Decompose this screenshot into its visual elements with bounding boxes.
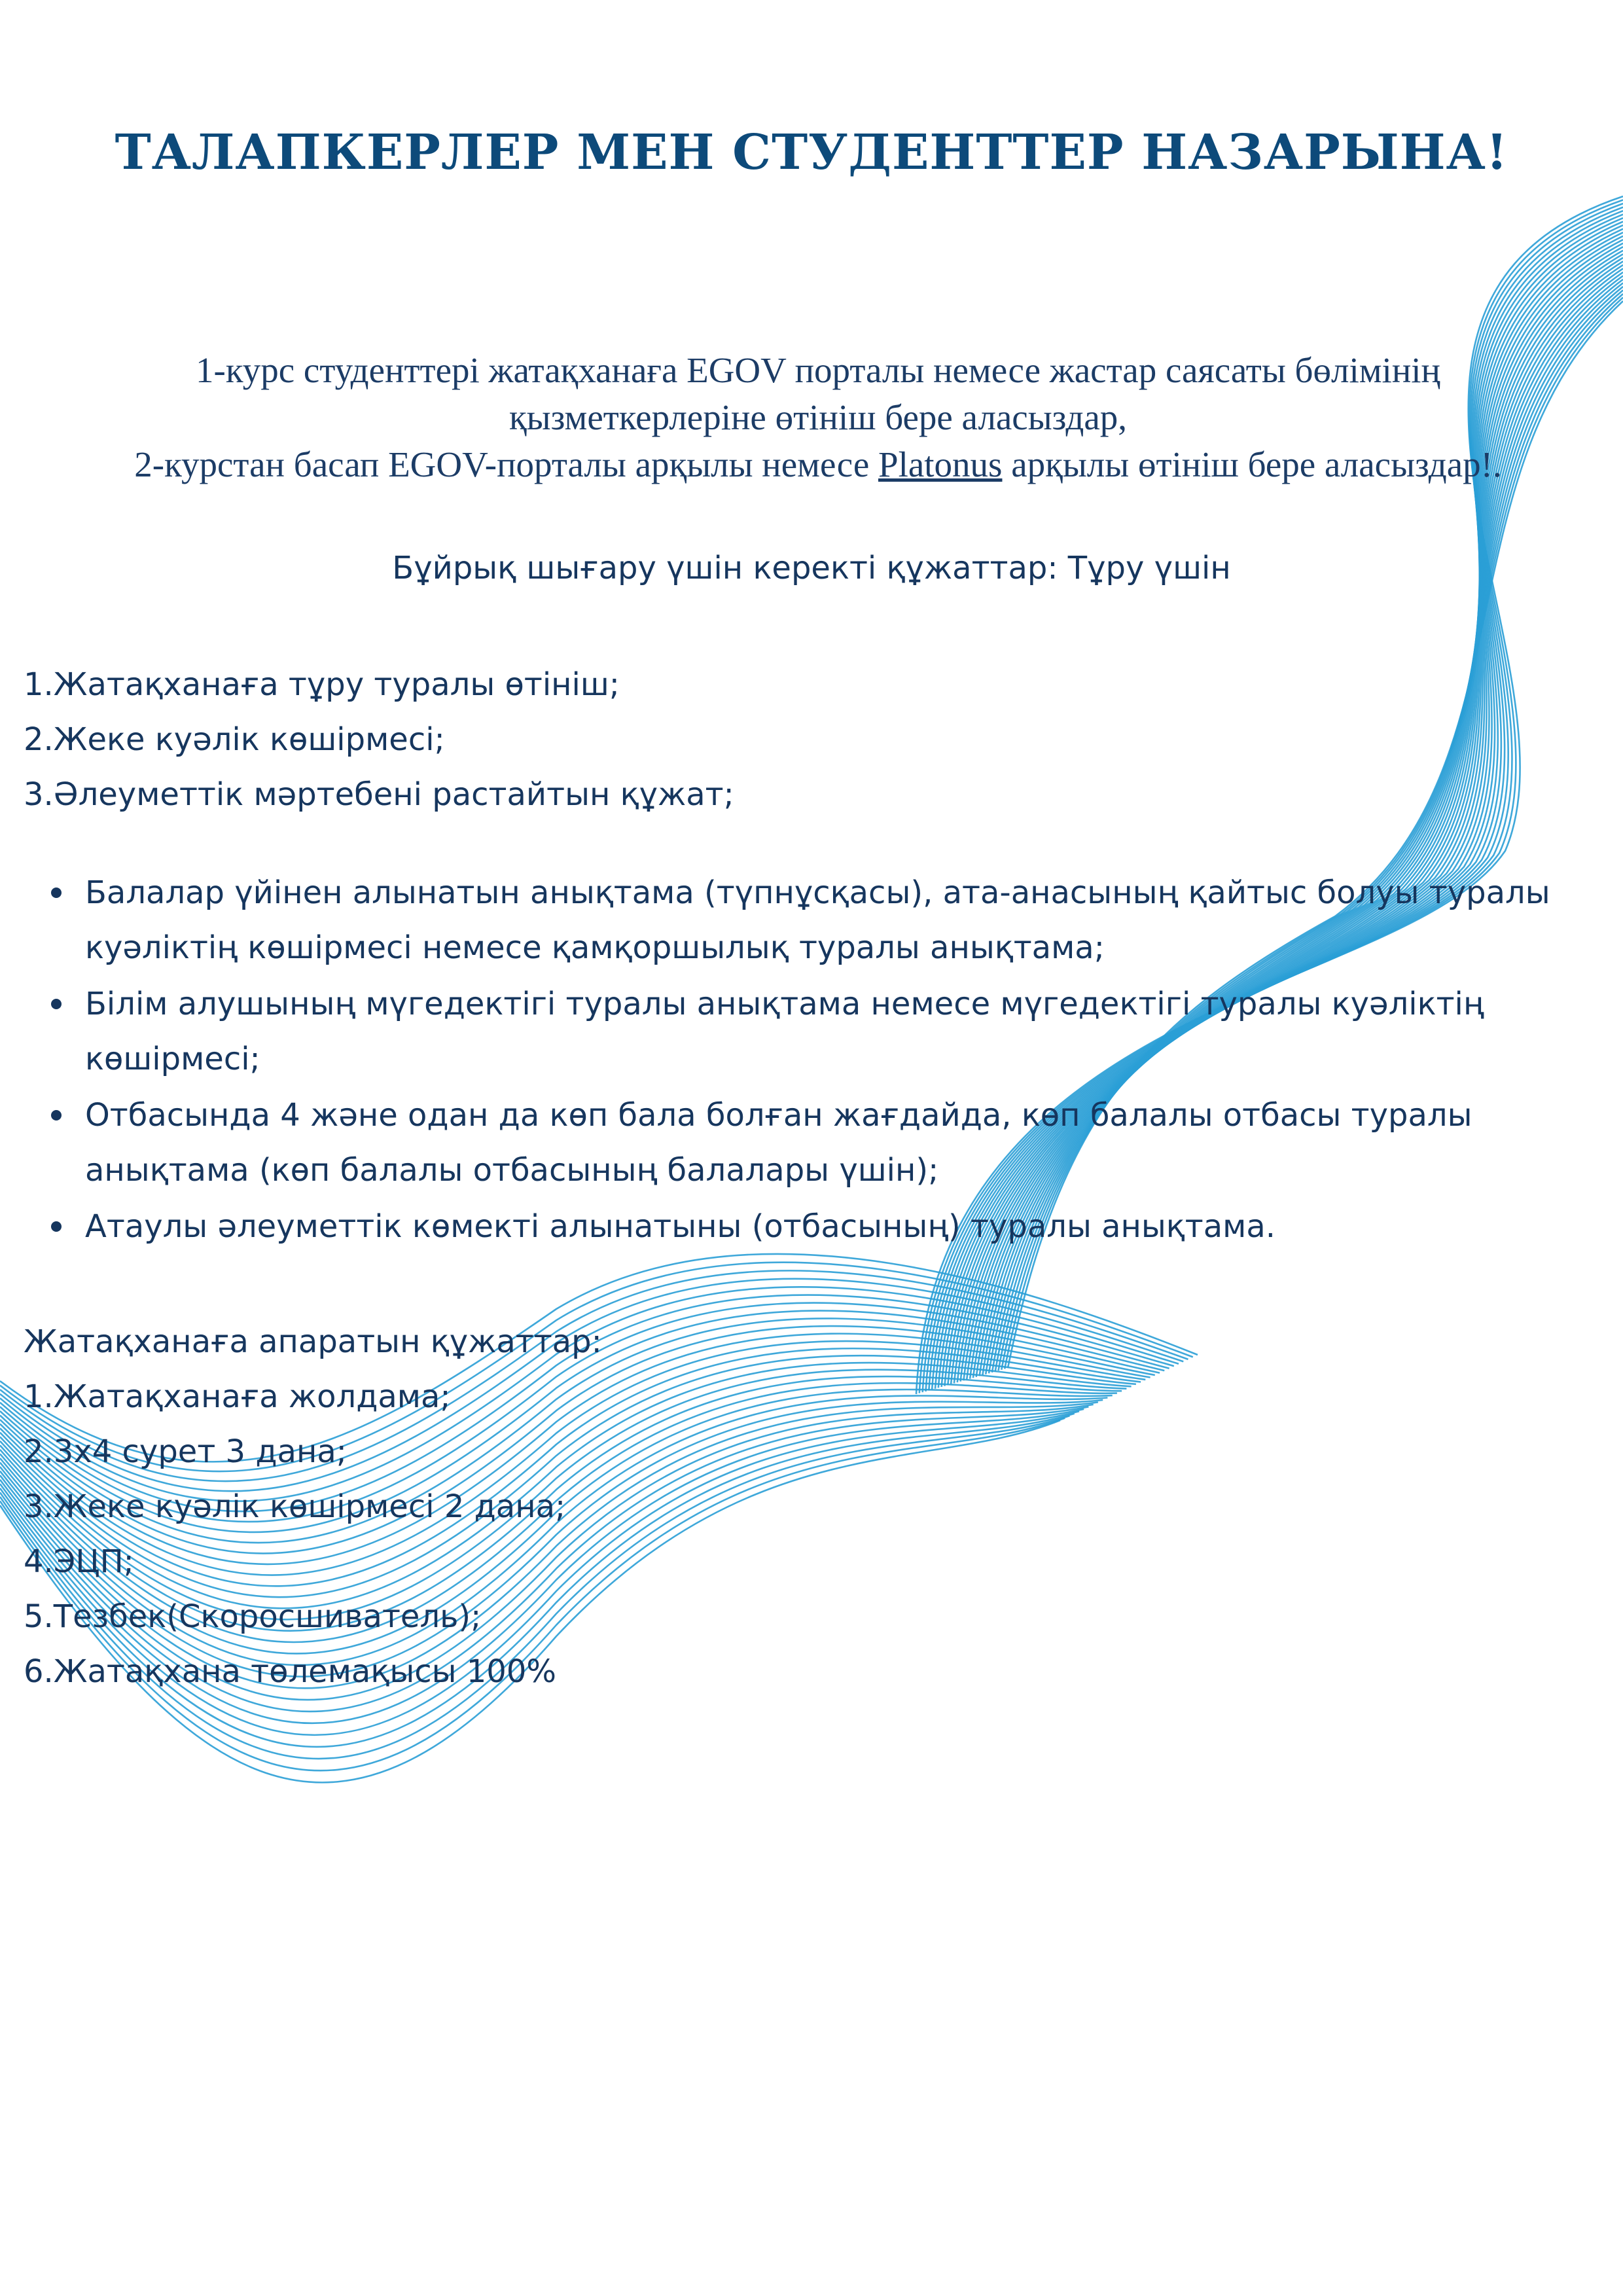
bullet-item: Білім алушының мүгедектігі туралы анықтама немесе мүгедектігі туралы куәліктің көшірмесі; bbox=[85, 977, 1610, 1086]
list-item: 3.Жеке куәлік көшірмесі 2 дана; bbox=[24, 1488, 566, 1525]
dorm-documents-list bbox=[24, 1369, 1594, 1699]
list-item: 2.Жеке куәлік көшірмесі; bbox=[24, 721, 445, 758]
bullet-item: Отбасында 4 және одан да көп бала болған жағдайда, көп балалы отбасы туралы анықтама (көп балалы отбасының балалары үшін); bbox=[85, 1088, 1610, 1198]
order-documents-list bbox=[24, 657, 1594, 822]
list-item: 1.Жатақханаға жолдама; bbox=[24, 1378, 451, 1415]
intro-line-2: қызметкерлеріне өтініш бере аласыздар, bbox=[508, 397, 1128, 437]
list-item: 5.Тезбек(Скоросшиватель); bbox=[24, 1598, 482, 1635]
platonus-link[interactable]: Platonus bbox=[878, 444, 1003, 484]
intro-line-1: 1-курс студенттері жатақханаға EGOV порталы немесе жастар саясаты бөлімінің bbox=[196, 350, 1440, 390]
dorm-documents-heading: Жатақханаға апаратын құжаттар: bbox=[24, 1323, 602, 1360]
list-item: 6.Жатақхана төлемақысы 100% bbox=[24, 1653, 556, 1690]
page-title: ТАЛАПКЕРЛЕР МЕН СТУДЕНТТЕР НАЗАРЫНА! bbox=[115, 124, 1508, 181]
list-item: 3.Әлеуметтік мәртебені растайтын құжат; bbox=[24, 776, 734, 813]
order-documents-heading: Бұйрық шығару үшін керекті құжаттар: Тұру үшін bbox=[392, 550, 1231, 586]
list-item: 4.ЭЦП; bbox=[24, 1543, 134, 1580]
intro-line-3 bbox=[26, 441, 1610, 488]
social-status-documents-list bbox=[85, 865, 1610, 1255]
list-item: 1.Жатақханаға тұру туралы өтініш; bbox=[24, 666, 620, 703]
list-item: 2.3х4 сурет 3 дана; bbox=[24, 1433, 347, 1470]
intro-text bbox=[26, 347, 1610, 488]
intro-line-3-start: 2-курстан басап EGOV-порталы арқылы немесе bbox=[134, 444, 878, 484]
bullet-item: Балалар үйінен алынатын анықтама (түпнұсқасы), ата-анасының қайтыс болуы туралы куәліктің көшірмесі немесе қамқоршылық туралы анықтама; bbox=[85, 865, 1610, 975]
bullet-item: Атаулы әлеуметтік көмекті алынатыны (отбасының) туралы анықтама. bbox=[85, 1199, 1610, 1254]
intro-line-3-end: арқылы өтініш бере аласыздар!. bbox=[1002, 444, 1502, 484]
